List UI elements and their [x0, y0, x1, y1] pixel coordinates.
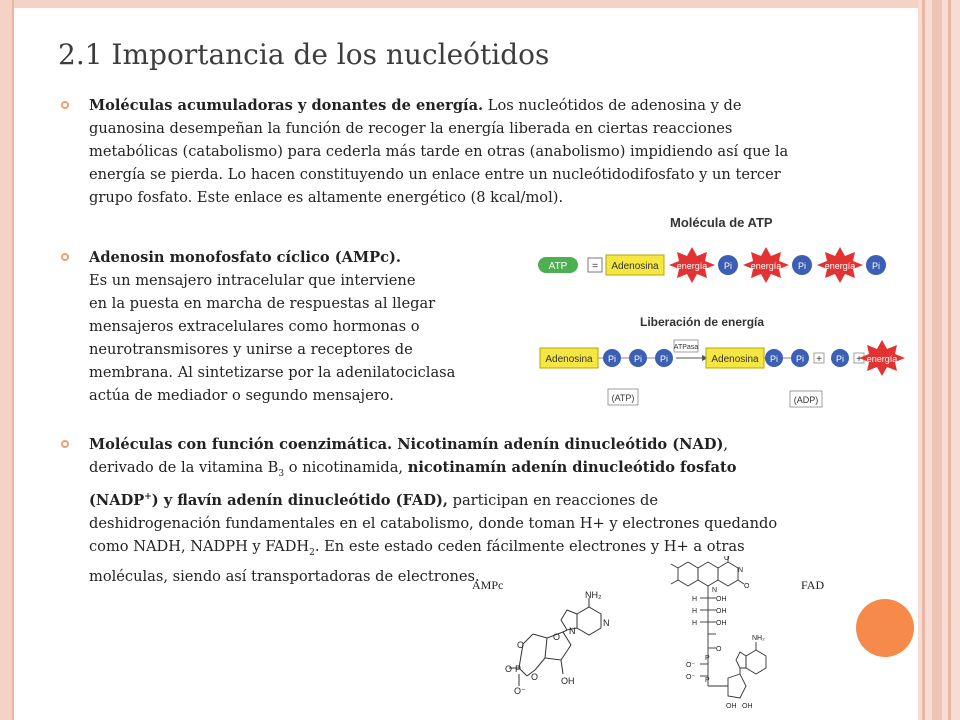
bullet2-line2: Es un mensajero intracelular que interviene — [89, 272, 416, 289]
svg-text:Pi: Pi — [633, 354, 643, 364]
bullet-coenzymes: Moléculas con función coenzimática. Nicotinamín adenín dinucleótido (NAD), derivado de la vitamina $B_3$ o nicotinamida, nicotinamín adenín dinucleótido fosfato (NADP+) y flavín adenín dinucleótido (FAD), participan en reacciones de deshidrogenación fundamentales en el catabolismo, donde toman H+ y electrones quedando como NADH, NADPH y $FADH_2$. En este estado ceden fácilmente electrones y H+ a otras moléculas, siendo así transportadoras de electrones. — [89, 433, 777, 588]
svg-text:O: O — [505, 664, 513, 674]
svg-text:N: N — [738, 567, 744, 574]
svg-text:OH: OH — [742, 703, 753, 710]
svg-text:+: + — [856, 354, 862, 365]
bullet2-line6: membrana. Al sintetizarse por la adenilatociclasa — [89, 364, 456, 381]
svg-text:Pi: Pi — [871, 261, 881, 271]
bullet1-line3: metabólicas (catabolismo) para cederla más tarde en otras (anabolismo) impidiendo así que la — [89, 143, 789, 160]
svg-text:Adenosina: Adenosina — [611, 261, 659, 272]
svg-text:NH₂: NH₂ — [752, 635, 765, 642]
ampc-label: AMPc — [472, 578, 504, 592]
svg-text:N: N — [603, 618, 610, 628]
svg-text:O: O — [716, 646, 722, 653]
bullet2-line5: neurotransmisores y unirse a receptores de — [89, 341, 413, 358]
pi-reactant-2 — [629, 349, 647, 367]
svg-text:OH: OH — [726, 703, 737, 710]
bullet1-line1: Los nucleótidos de adenosina y de — [483, 97, 742, 114]
svg-text:O⁻: O⁻ — [686, 662, 696, 669]
nadp-name: nicotinamín adenín dinucleótido fosfato — [407, 459, 737, 476]
pi-circle-2 — [792, 255, 812, 275]
svg-text:Adenosina: Adenosina — [545, 354, 593, 365]
slide-title: 2.1 Importancia de los nucleótidos — [58, 38, 550, 71]
svg-text:O: O — [553, 632, 561, 642]
svg-text:energía: energía — [866, 354, 898, 364]
svg-text:O: O — [744, 583, 750, 590]
svg-text:NH₂: NH₂ — [585, 590, 602, 600]
svg-text:O⁻: O⁻ — [686, 674, 696, 681]
svg-text:Pi: Pi — [659, 354, 669, 364]
pi-reactant-3 — [655, 349, 673, 367]
pi-product-3 — [831, 349, 849, 367]
bullet3-line4: deshidrogenación fundamentales en el catabolismo, donde toman H+ y electrones quedando — [89, 514, 778, 532]
slide-frame-left-line — [12, 0, 14, 720]
pi-product-1 — [765, 349, 783, 367]
atp-diagram — [530, 205, 910, 415]
svg-text:P: P — [705, 655, 710, 662]
bullet-ampc — [89, 246, 455, 407]
svg-text:Pi: Pi — [795, 354, 805, 364]
bullet-marker-icon — [61, 101, 69, 109]
svg-text:N: N — [712, 587, 718, 594]
svg-text:P: P — [705, 677, 710, 684]
liberacion-title: Liberación de energía — [640, 315, 765, 329]
svg-text:O: O — [724, 556, 730, 562]
pi-product-2 — [791, 349, 809, 367]
svg-text:Pi: Pi — [607, 354, 617, 364]
svg-text:H: H — [692, 608, 698, 615]
svg-text:H: H — [692, 596, 698, 603]
decorative-orange-circle — [856, 599, 914, 657]
label-atp: (ATP) — [611, 393, 635, 403]
svg-text:OH: OH — [716, 608, 727, 615]
svg-text:OH: OH — [716, 620, 727, 627]
energia-star-3 — [817, 247, 863, 283]
bullet-energy-molecules — [89, 94, 788, 209]
bullet2-line4: mensajeros extracelulares como hormonas o — [89, 318, 420, 335]
bullet3-heading: Moléculas con función coenzimática. Nicotinamín adenín dinucleótido (NAD) — [89, 436, 724, 453]
bullet-marker-icon — [61, 253, 69, 261]
atpasa-label: ATPasa — [673, 344, 699, 351]
pi-reactant-1 — [603, 349, 621, 367]
bullet1-line5: grupo fosfato. Este enlace es altamente energético (8 kcal/mol). — [89, 189, 564, 206]
svg-text:O: O — [531, 672, 539, 682]
slide-frame-right-band — [918, 0, 960, 720]
svg-text:H: H — [692, 620, 698, 627]
svg-text:energía: energía — [750, 261, 782, 271]
bullet1-line2: guanosina desempeñan la función de recoger la energía liberada en ciertas reacciones — [89, 120, 733, 137]
svg-text:OH: OH — [716, 596, 727, 603]
bullet2-heading: Adenosin monofosfato cíclico (AMPc). — [89, 249, 401, 266]
bullet2-line3: en la puesta en marcha de respuestas al llegar — [89, 295, 436, 312]
energia-star-2 — [743, 247, 789, 283]
svg-text:O⁻: O⁻ — [514, 686, 526, 696]
svg-text:Pi: Pi — [723, 261, 733, 271]
bullet1-heading: Moléculas acumuladoras y donantes de energía. — [89, 97, 484, 114]
svg-text:energía: energía — [824, 261, 856, 271]
bullet3-line6: moléculas, siendo así transportadoras de electrones. — [89, 567, 480, 585]
svg-text:ATP: ATP — [548, 261, 568, 272]
energia-star-released — [859, 340, 905, 376]
plus-sign: + — [816, 354, 822, 365]
pi-circle-1 — [718, 255, 738, 275]
svg-text:N: N — [569, 626, 576, 636]
svg-text:O: O — [517, 640, 525, 650]
energia-star-1 — [669, 247, 715, 283]
equals-sign: = — [592, 261, 598, 272]
svg-text:P: P — [515, 664, 522, 674]
slide-frame-top — [0, 0, 960, 8]
fad-label: FAD — [801, 578, 825, 592]
svg-text:Adenosina: Adenosina — [711, 354, 759, 365]
slide-frame-left — [0, 0, 12, 720]
fad-structure — [668, 556, 778, 716]
svg-text:OH: OH — [561, 676, 575, 686]
svg-text:Pi: Pi — [769, 354, 779, 364]
svg-text:energía: energía — [676, 261, 708, 271]
atp-figure-title: Molécula de ATP — [670, 215, 773, 230]
pi-circle-3 — [866, 255, 886, 275]
bullet-marker-icon — [61, 440, 69, 448]
svg-text:Pi: Pi — [797, 261, 807, 271]
ampc-structure — [505, 590, 635, 714]
label-adp: (ADP) — [793, 395, 819, 405]
bullet2-line7: actúa de mediador o segundo mensajero. — [89, 387, 394, 404]
bullet1-line4: energía se pierda. Lo hacen constituyendo un enlace entre un nucleótidodifosfato y un tercer — [89, 166, 781, 183]
svg-text:Pi: Pi — [835, 354, 845, 364]
